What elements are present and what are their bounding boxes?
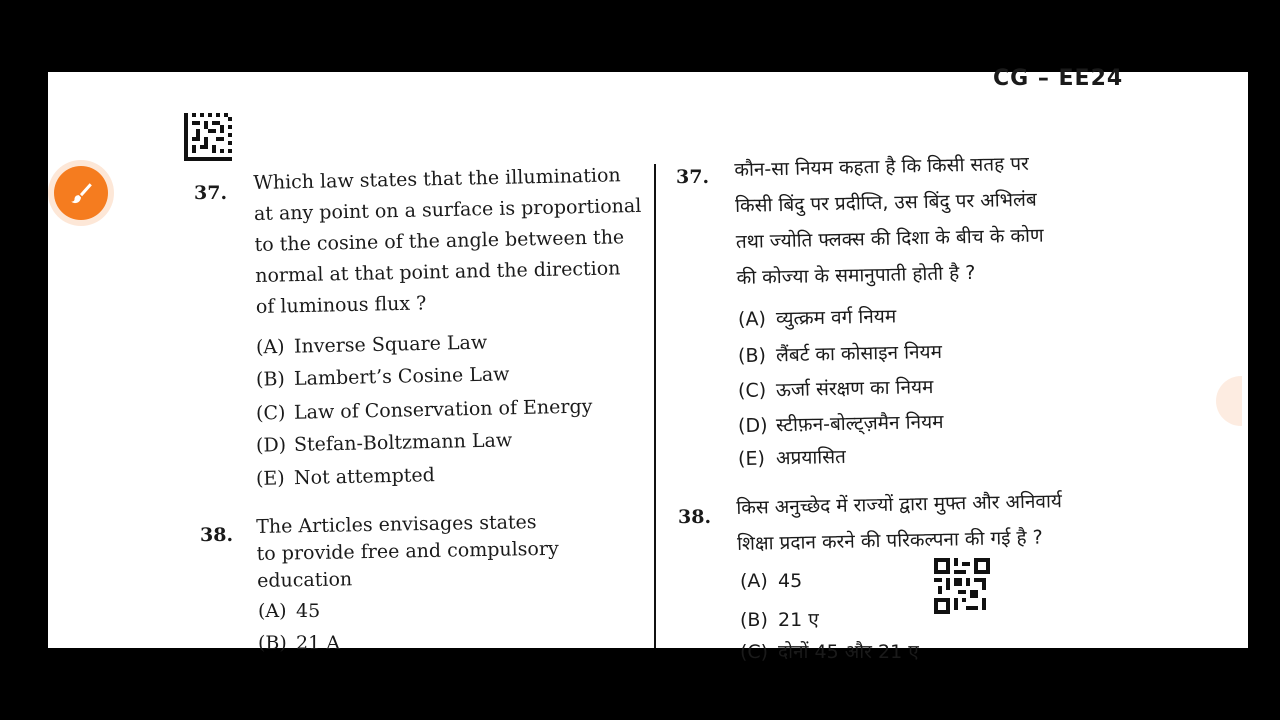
- option-label: (B): [258, 632, 287, 654]
- option-label: (A): [255, 335, 285, 359]
- option-text: 21 A: [296, 632, 340, 654]
- option-a[interactable]: [738, 302, 897, 331]
- option-text: Inverse Square Law: [293, 331, 488, 358]
- question-line: किसी बिंदु पर प्रदीप्ति, उस बिंदु पर अभिलंब: [734, 188, 1037, 217]
- question-line: education: [256, 568, 353, 592]
- paintbrush-icon: [68, 180, 94, 206]
- option-label: (C): [255, 401, 286, 425]
- exam-page: [48, 66, 1280, 663]
- qr-code-icon: [933, 558, 991, 614]
- question-line: किस अनुच्छेद में राज्यों द्वारा मुफ्त और अनिवार्य: [736, 490, 1063, 519]
- option-text: Stefan-Boltzmann Law: [293, 429, 513, 456]
- question-line: Which law states that the illumination: [253, 164, 621, 194]
- question-text-hi-37: [734, 146, 1045, 296]
- frame-edge: [1248, 72, 1280, 648]
- option-label: (E): [255, 467, 285, 490]
- question-line: normal at that point and the direction: [255, 257, 621, 287]
- option-b[interactable]: [258, 632, 340, 654]
- option-label: (D): [255, 434, 287, 457]
- annotate-button[interactable]: [54, 166, 108, 220]
- question-line: at any point on a surface is proportional: [253, 194, 642, 225]
- option-text: स्टीफ़न-बोल्ट्ज़मैन नियम: [775, 410, 944, 437]
- option-a[interactable]: [740, 570, 802, 592]
- option-c[interactable]: [256, 395, 593, 424]
- option-c[interactable]: [738, 373, 934, 403]
- option-label: (C): [737, 379, 767, 403]
- option-text: 45: [778, 570, 803, 592]
- column-divider: [654, 164, 656, 648]
- option-text: अप्रयासित: [775, 445, 847, 470]
- option-b[interactable]: [740, 606, 819, 632]
- question-number: 38.: [200, 524, 234, 546]
- question-line: कौन-सा नियम कहता है कि किसी सतह पर: [734, 152, 1029, 181]
- question-number: 38.: [678, 506, 712, 528]
- question-line: The Articles envisages states: [256, 511, 537, 538]
- datamatrix-code-icon: [184, 112, 232, 162]
- question-line: to provide free and compulsory: [256, 537, 559, 565]
- question-line: की कोज्या के समानुपाती होती है ?: [736, 261, 976, 289]
- option-text: Law of Conservation of Energy: [293, 395, 593, 424]
- option-text: Not attempted: [293, 464, 436, 490]
- option-c[interactable]: [740, 638, 919, 664]
- option-e[interactable]: [256, 464, 435, 490]
- option-label: (E): [737, 447, 766, 471]
- option-label: (B): [255, 368, 286, 391]
- question-number: 37.: [194, 182, 228, 204]
- option-e[interactable]: [738, 443, 846, 471]
- option-b[interactable]: [738, 338, 942, 368]
- question-text-en-37: [253, 160, 644, 323]
- option-text: व्युत्क्रम वर्ग नियम: [775, 305, 897, 330]
- option-text: 21 ए: [778, 609, 819, 631]
- option-label: (A): [740, 570, 768, 592]
- question-line: to the cosine of the angle between the: [254, 226, 625, 256]
- question-line: शिक्षा प्रदान करने की परिकल्पना की गई है ?: [736, 526, 1043, 555]
- question-text-en-38: [256, 509, 559, 595]
- option-text: 45: [296, 600, 321, 622]
- paper-code: CG – EE24: [993, 66, 1124, 91]
- question-number: 37.: [676, 166, 710, 188]
- option-label: (A): [258, 600, 287, 622]
- option-label: (A): [737, 308, 767, 331]
- question-line: of luminous flux ?: [255, 292, 427, 318]
- option-text: दोनों 45 और 21 ए: [778, 641, 919, 663]
- option-text: ऊर्जा संरक्षण का नियम: [775, 375, 934, 402]
- question-line: तथा ज्योति फ्लक्स की दिशा के बीच के कोण: [735, 224, 1044, 253]
- option-b[interactable]: [256, 363, 510, 390]
- option-a[interactable]: [256, 332, 488, 359]
- option-label: (D): [737, 414, 768, 438]
- question-text-hi-38: [736, 483, 1063, 562]
- option-label: (B): [737, 344, 767, 368]
- option-d[interactable]: [738, 408, 944, 438]
- option-d[interactable]: [256, 429, 513, 456]
- option-label: (C): [740, 641, 769, 663]
- option-a[interactable]: [258, 600, 320, 622]
- option-text: लैंबर्ट का कोसाइन नियम: [775, 340, 943, 367]
- option-label: (B): [740, 609, 768, 631]
- option-text: Lambert’s Cosine Law: [293, 363, 510, 390]
